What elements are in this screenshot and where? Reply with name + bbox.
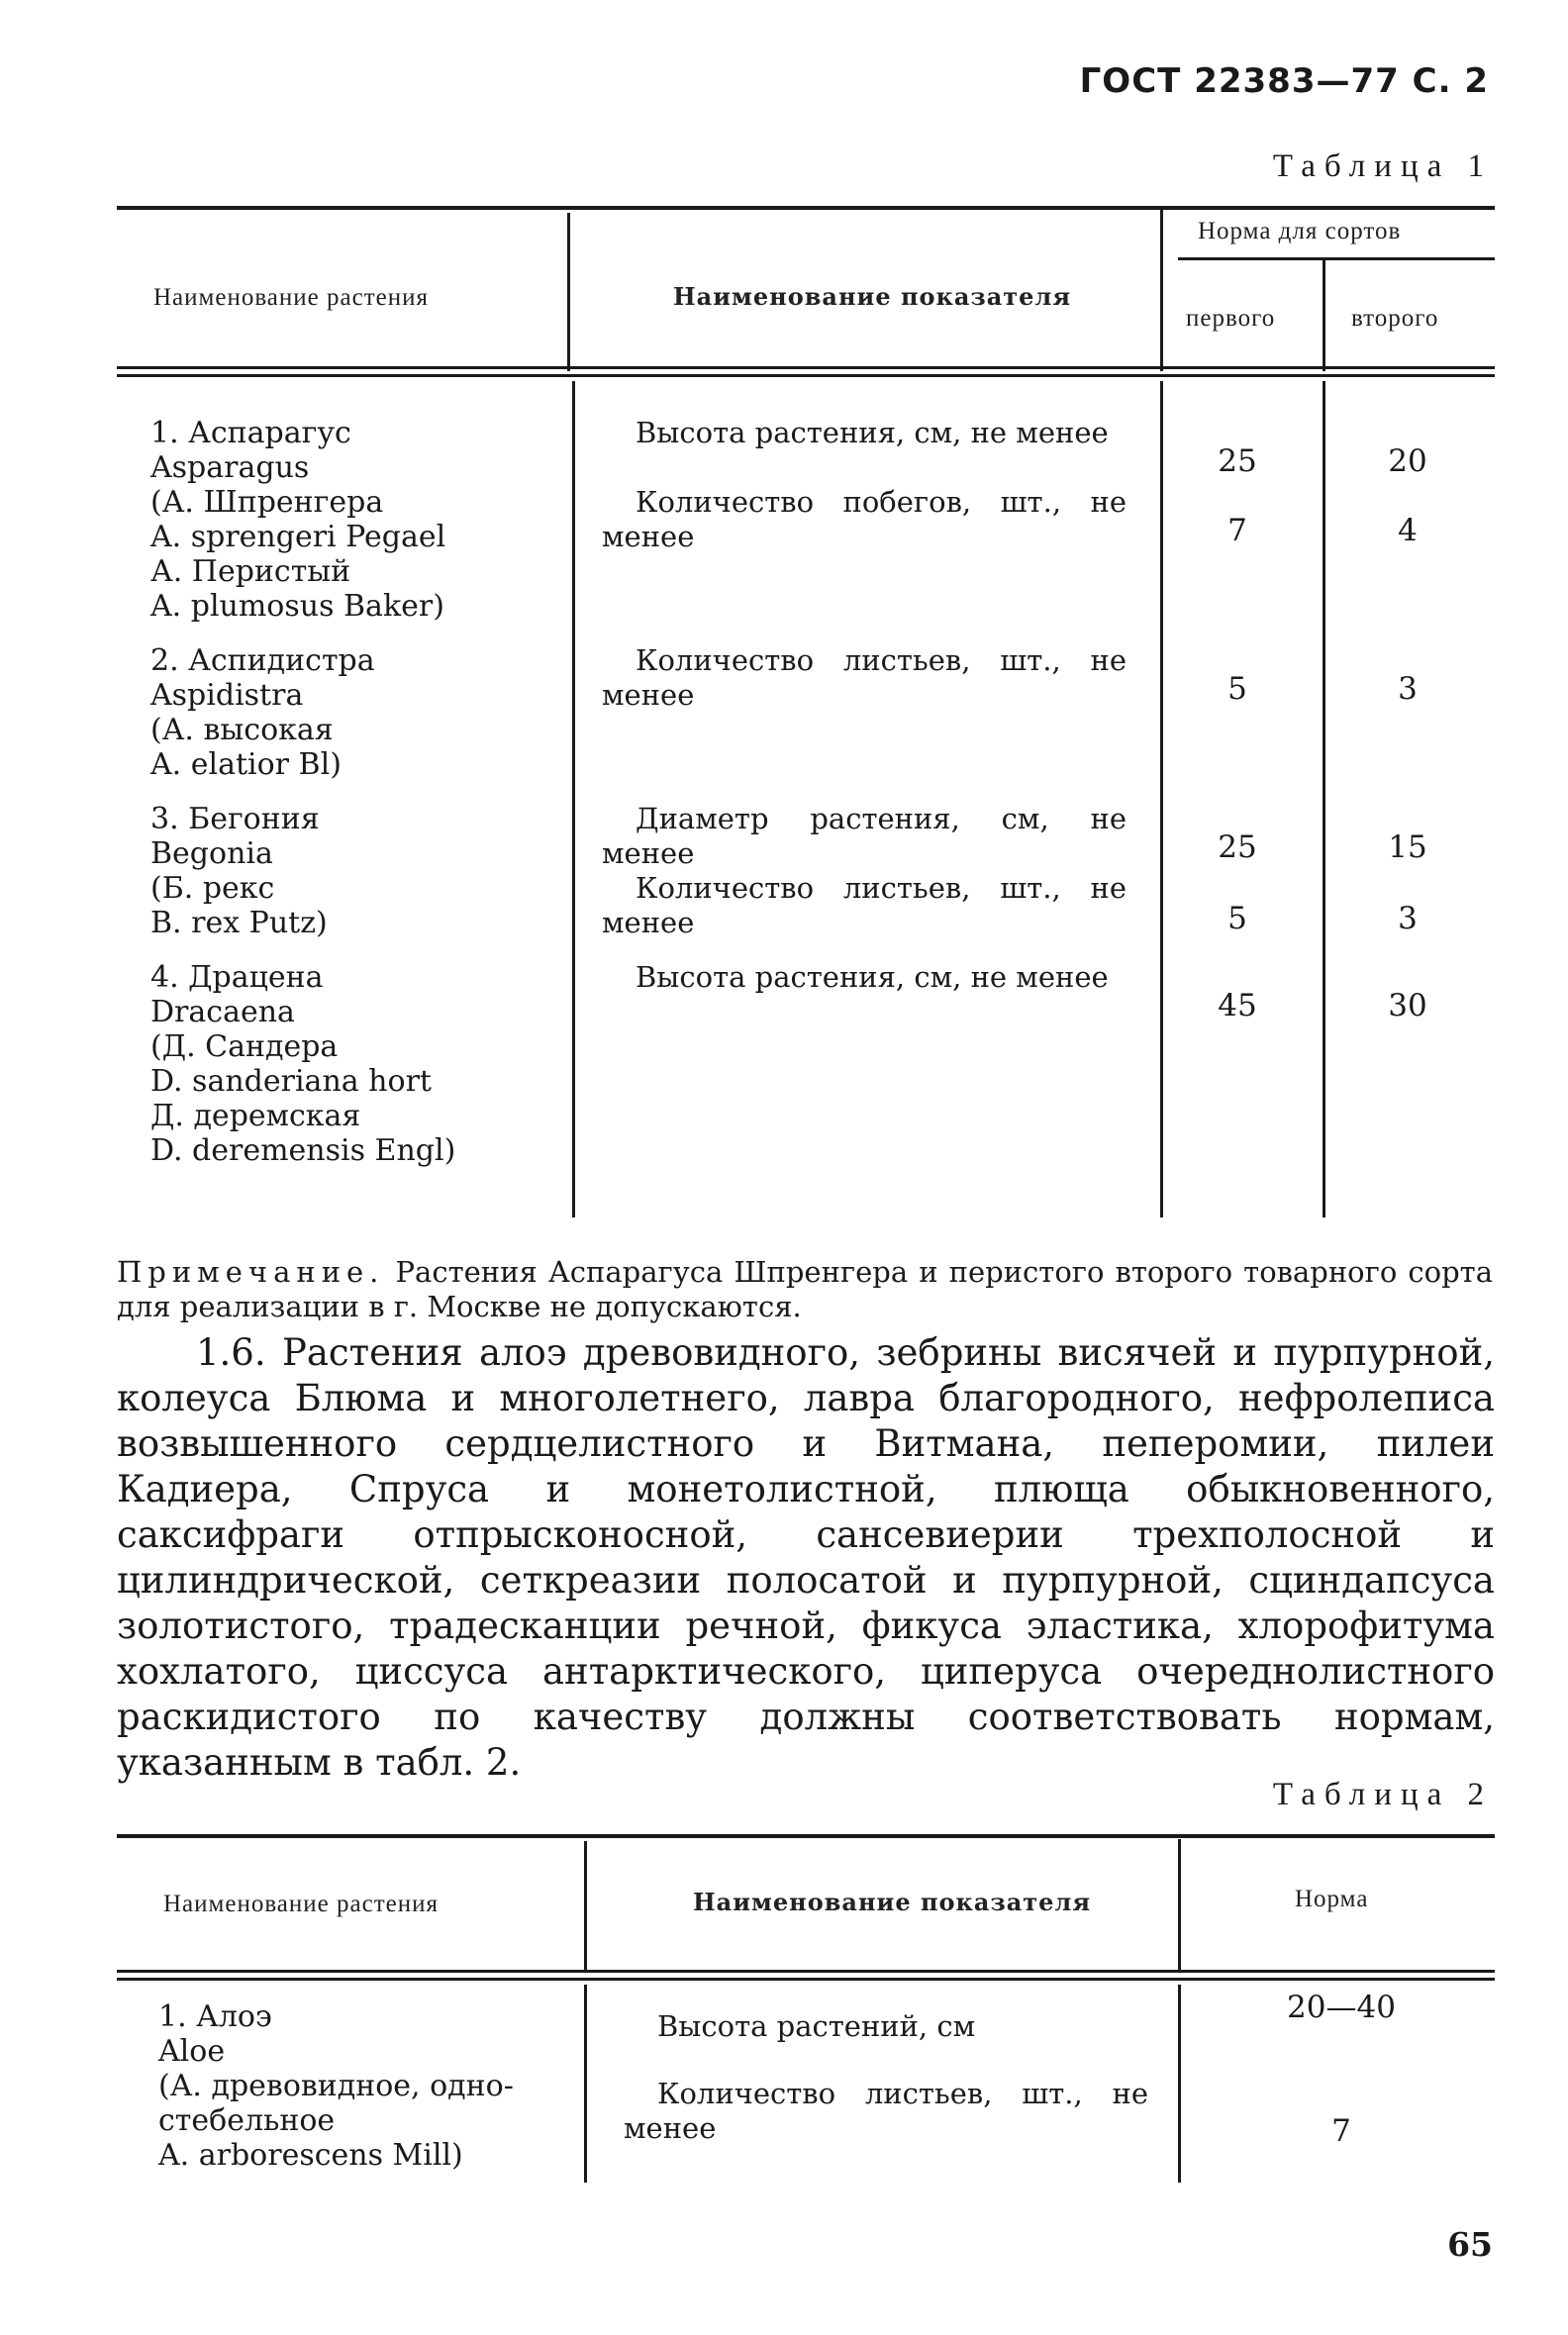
running-head: ГОСТ 22383—77 С. 2: [1079, 61, 1489, 101]
table1-body-divider-1: [572, 381, 575, 1217]
table1-row1-second2: 4: [1398, 513, 1418, 548]
table1-row1-plant: 1. Аспарагус Asparagus (А. Шпренгера A. sprengeri Pegael А. Перистый A. plumosus Baker): [150, 416, 446, 624]
table2-col-divider-2: [1178, 1839, 1181, 1972]
table2-row1-norm2: 7: [1331, 2113, 1351, 2149]
table1-row4-first1: 45: [1218, 988, 1257, 1023]
table2-row1-norm1: 20—40: [1287, 1990, 1396, 2025]
table2-row1-plant: 1. Алоэ Aloe (А. древовидное, одно- стебельное A. arborescens Mill): [158, 1999, 514, 2173]
table1-caption: Таблица 1: [1272, 148, 1493, 184]
table2-header-indicator: Наименование показателя: [693, 1888, 1092, 1916]
table1-col-divider-2: [1160, 208, 1163, 371]
table1-row3-indicator1: Диаметр растения, см, не менее: [602, 802, 1127, 870]
table1-row3-first2: 5: [1227, 901, 1247, 936]
table2-body-divider-1: [584, 1985, 587, 2183]
table1-row1-indicator2: Количество побегов, шт., не менее: [602, 485, 1127, 553]
table2-header-rule-1: [117, 1970, 1495, 1973]
table1-row1-indicator1: Высота растения, см, не менее: [636, 416, 1109, 449]
table1-row4-plant: 4. Драцена Dracaena (Д. Сандера D. sanderiana hort Д. деремская D. deremensis Engl): [150, 960, 456, 1168]
table2-header-rule-2: [117, 1978, 1495, 1981]
table1-row3-first1: 25: [1218, 829, 1257, 865]
table1-body-divider-2: [1160, 381, 1163, 1217]
table2-col-divider-1: [584, 1841, 587, 1972]
table1-row2-first1: 5: [1227, 671, 1247, 707]
table1-header-norm: Норма для сортов: [1198, 218, 1402, 244]
table1-row4-second1: 30: [1388, 988, 1427, 1023]
note-label: Примечание.: [117, 1255, 385, 1289]
paragraph-1-6: 1.6. Растения алоэ древовидного, зебрины висячей и пурпурной, колеуса Блюма и многолетнего, лавра благородного, нефролеписа возвышенного сердцелистного и Витмана, пеперомии, пилеи Кадиера, Спруса и монетолистной, плюща обыкновенного, саксифраги отпрысконосной, сансевиерии трехполосной и цилиндрической, сеткреазии полосатой и пурпурной, сциндапсуса золотистого, традесканции речной, фикуса эластика, хлорофитума хохлатого, циссуса антарктического, циперуса очереднолистного раскидистого по качеству должны соответствовать нормам, указанным в табл. 2.: [117, 1331, 1495, 1784]
table1-header-rule-2: [117, 374, 1495, 377]
table1-top-rule: [117, 206, 1495, 210]
table1-subheader-rule: [1178, 257, 1495, 260]
table2-header-norm: Норма: [1295, 1886, 1369, 1912]
table2-top-rule: [117, 1834, 1495, 1838]
table1-row4-indicator1: Высота растения, см, не менее: [636, 960, 1109, 994]
table2-header-plant: Наименование растения: [163, 1891, 439, 1917]
table1-row3-second1: 15: [1388, 829, 1427, 865]
table1-header-plant: Наименование растения: [153, 284, 429, 311]
table1-row1-first2: 7: [1227, 513, 1247, 548]
table1-row3-plant: 3. Бегония Begonia (Б. рекс B. rex Putz): [150, 802, 328, 940]
table1-col-divider-1: [567, 213, 570, 371]
table1-row2-plant: 2. Аспидистра Aspidistra (А. высокая A. elatior Bl): [150, 643, 375, 782]
table1-row2-second1: 3: [1398, 671, 1418, 707]
note-text: Растения Аспарагуса Шпренгера и перистого второго товарного сорта для реализации в г. Москве не допускаются.: [117, 1255, 1494, 1323]
table1-header-indicator: Наименование показателя: [673, 282, 1072, 311]
table1-row1-first1: 25: [1218, 443, 1257, 479]
table1-col-divider-3: [1323, 260, 1325, 371]
table1-row3-second2: 3: [1398, 901, 1418, 936]
table1-header-first: первого: [1186, 305, 1276, 332]
table1-note: [117, 1255, 1493, 1324]
page-number: 65: [1447, 2225, 1493, 2264]
table2-caption: Таблица 2: [1272, 1777, 1493, 1812]
table2-row1-indicator1: Высота растений, см: [657, 2009, 976, 2043]
table1-row2-indicator1: Количество листьев, шт., не менее: [602, 643, 1127, 712]
table2-body-divider-2: [1178, 1985, 1181, 2183]
table2-row1-indicator2: Количество листьев, шт., не менее: [624, 2077, 1148, 2145]
table1-row1-second1: 20: [1388, 443, 1427, 479]
table1-header-rule-1: [117, 366, 1495, 369]
table1-body-divider-3: [1323, 381, 1325, 1217]
table1-row3-indicator2: Количество листьев, шт., не менее: [602, 871, 1127, 939]
table1-header-second: второго: [1351, 305, 1439, 332]
